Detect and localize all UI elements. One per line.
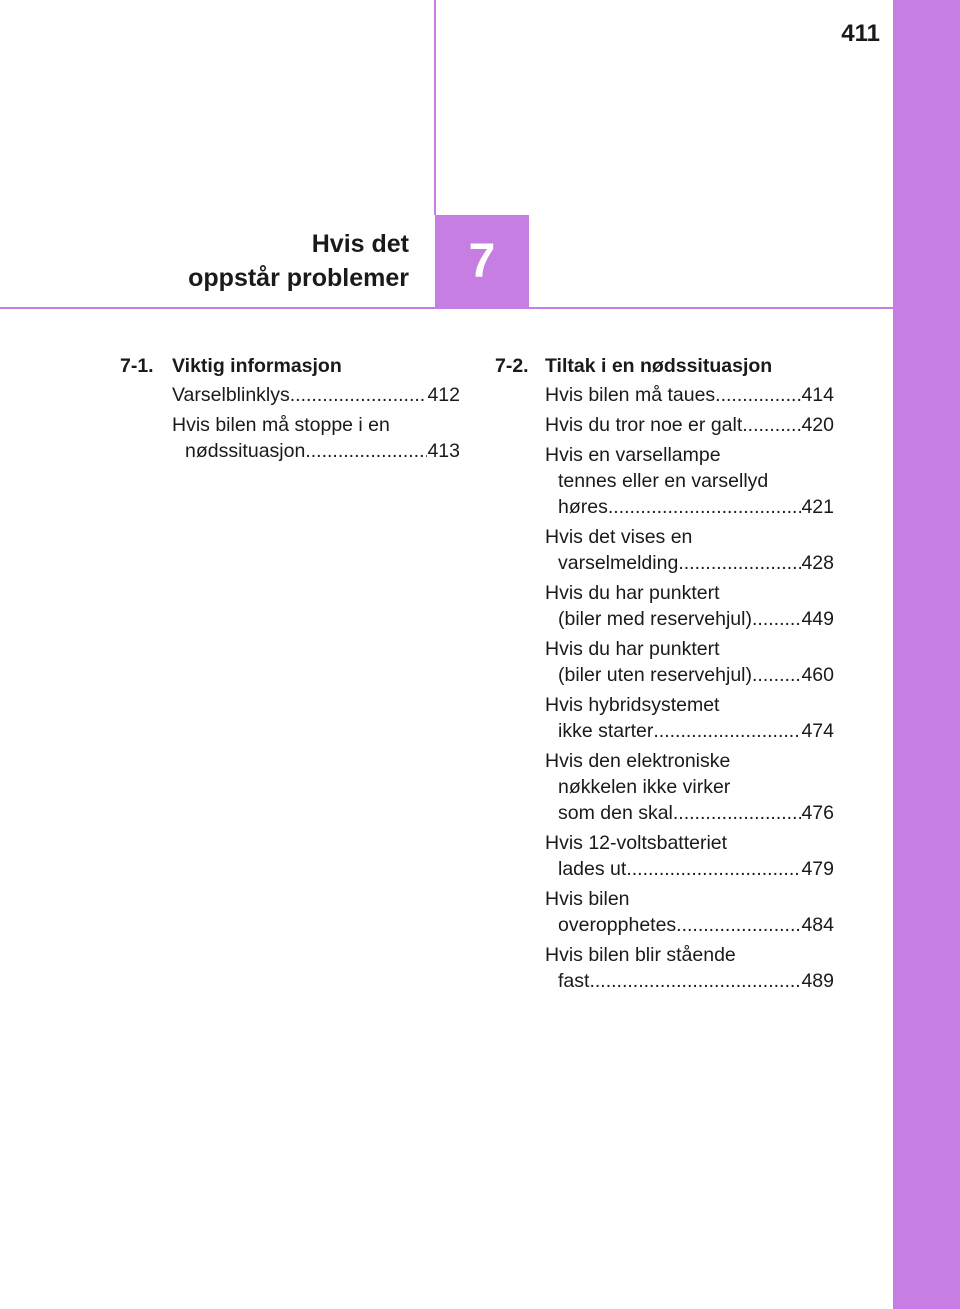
toc-section-7-1: [120, 353, 460, 468]
toc-entry-last-line: [545, 968, 834, 994]
toc-entry-line: Varselblinklys: [172, 384, 290, 406]
toc-page-number: 421: [801, 496, 834, 518]
toc-entry[interactable]: [545, 580, 834, 632]
toc-entry-last-line: [545, 550, 834, 576]
chapter-side-tab: [893, 0, 960, 1309]
toc-page-number: 420: [801, 414, 834, 436]
toc-entry-line: Hvis den elektroniske: [545, 750, 731, 772]
toc-page-number: 474: [801, 720, 834, 742]
toc-page-number: 413: [427, 440, 460, 462]
toc-entry-last-line: [545, 800, 834, 826]
chapter-title-line-2: oppstår problemer: [188, 264, 409, 292]
chapter-number: 7: [468, 235, 496, 288]
dot-leader: [752, 662, 801, 688]
toc-entry-last-line: [545, 494, 834, 520]
chapter-number-box: [435, 215, 529, 308]
page-number: 411: [841, 20, 880, 47]
section-title: Viktig informasjon: [172, 355, 342, 377]
toc-entry-line: (biler uten reservehjul): [558, 664, 753, 686]
section-heading[interactable]: [120, 353, 460, 382]
toc-entry-last-line: [545, 382, 834, 408]
dot-leader: [589, 968, 801, 994]
toc-entry[interactable]: [545, 748, 834, 826]
toc-page-number: 489: [801, 970, 834, 992]
toc-entry-line: Hvis du har punktert: [545, 582, 720, 604]
toc-page-number: 460: [801, 664, 834, 686]
toc-entry-line: overopphetes: [558, 914, 677, 936]
toc-entry-last-line: [545, 606, 834, 632]
toc-entry-line: Hvis bilen: [545, 888, 630, 910]
toc-entry[interactable]: [545, 692, 834, 744]
toc-entry-line: Hvis hybridsystemet: [545, 694, 720, 716]
section-number: 7-1.: [120, 355, 154, 377]
dot-leader: [305, 438, 427, 464]
toc-entry[interactable]: [545, 442, 834, 520]
dot-leader: [290, 382, 428, 408]
toc-section-7-2: [495, 353, 834, 998]
toc-page-number: 428: [801, 552, 834, 574]
toc-page-number: 449: [801, 608, 834, 630]
toc-entry-line: ikke starter: [558, 720, 654, 742]
toc-page-number: 414: [801, 384, 834, 406]
toc-entry-last-line: [545, 718, 834, 744]
toc-entry-last-line: [545, 856, 834, 882]
toc-entry[interactable]: [172, 412, 460, 464]
toc-entry-line: lades ut: [558, 858, 627, 880]
toc-entry-last-line: [545, 662, 834, 688]
section-heading[interactable]: [495, 353, 834, 382]
toc-entry-last-line: [172, 382, 460, 408]
toc-entry-line: tennes eller en varsellyd: [558, 470, 769, 492]
dot-leader: [626, 856, 801, 882]
dot-leader: [742, 412, 801, 438]
toc-entry[interactable]: [545, 636, 834, 688]
toc-entry-line: Hvis du har punktert: [545, 638, 720, 660]
toc-entry-line: Hvis en varsellampe: [545, 444, 721, 466]
toc-entry-line: Hvis det vises en: [545, 526, 693, 548]
toc-page-number: 412: [427, 384, 460, 406]
divider-vertical: [434, 0, 436, 215]
toc-entry-line: Hvis bilen må taues: [545, 384, 716, 406]
toc-entry-line: Hvis bilen må stoppe i en: [172, 414, 390, 436]
toc-entry-line: (biler med reservehjul): [558, 608, 752, 630]
toc-entry[interactable]: [172, 382, 460, 408]
section-title: Tiltak i en nødssituasjon: [545, 355, 773, 377]
toc-entry-line: Hvis 12-voltsbatteriet: [545, 832, 728, 854]
toc-entry-line: som den skal: [558, 802, 673, 824]
toc-entry-line: høres: [558, 496, 608, 518]
toc-entry[interactable]: [545, 886, 834, 938]
toc-entry-last-line: [545, 412, 834, 438]
dot-leader: [608, 494, 802, 520]
toc-entry[interactable]: [545, 524, 834, 576]
toc-entry-line: nødssituasjon: [185, 440, 306, 462]
toc-entry-line: fast: [558, 970, 590, 992]
toc-entry-line: nøkkelen ikke virker: [558, 776, 731, 798]
dot-leader: [653, 718, 801, 744]
toc-entry-last-line: [172, 438, 460, 464]
toc-page-number: 476: [801, 802, 834, 824]
toc-entry-line: Hvis du tror noe er galt: [545, 414, 743, 436]
toc-entries: [172, 382, 460, 464]
toc-entry-last-line: [545, 912, 834, 938]
toc-entry-line: Hvis bilen blir stående: [545, 944, 736, 966]
dot-leader: [715, 382, 801, 408]
chapter-title-line-1: Hvis det: [311, 230, 409, 258]
toc-entry-line: varselmelding: [558, 552, 679, 574]
toc-entry[interactable]: [545, 942, 834, 994]
toc-page-number: 484: [801, 914, 834, 936]
dot-leader: [676, 912, 801, 938]
section-number: 7-2.: [495, 355, 529, 377]
dot-leader: [678, 550, 801, 576]
toc-entry[interactable]: [545, 412, 834, 438]
toc-page-number: 479: [801, 858, 834, 880]
dot-leader: [752, 606, 801, 632]
toc-entries: [545, 382, 834, 994]
toc-entry[interactable]: [545, 830, 834, 882]
toc-entry[interactable]: [545, 382, 834, 408]
chapter-title: [188, 227, 409, 295]
dot-leader: [673, 800, 802, 826]
